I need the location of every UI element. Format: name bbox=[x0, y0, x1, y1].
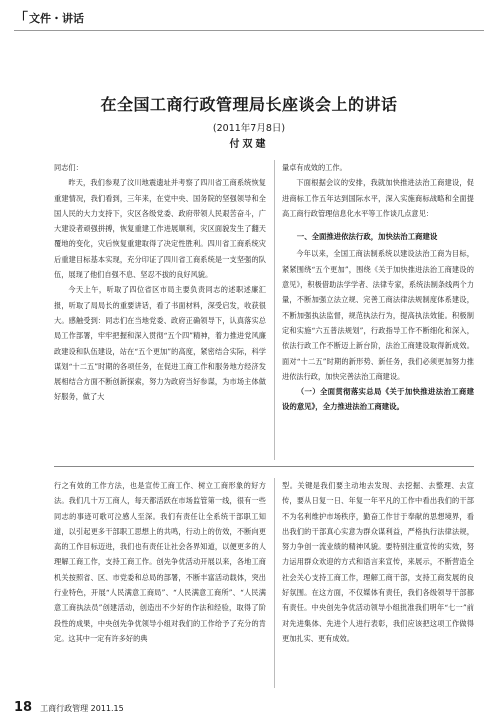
paragraph: 行之有效的工作方法，也是宣传工商工作、树立工商形象的好方法。我们几十万工商人，每天都活跃在市场监管第一线，很有一些同志的事迹可歌可泣感人至深。我们有责任让全系统干部职工知道，以引起更多干部职工思想上的共鸣，行动上的仿效，不断向更高的工作目标迈进，我们也有责任让社会各界知道，以便更多的人理解工商工作，支持工商工作。创先争优活动开展以来，各地工商机关按照省、区、市党委和总局的部署，不断丰富活动载体，突出行业特色，开展“人民满意工商局”、“人民满意工商所”、“人民满意工商执法员”创建活动，创造出不少好的作法和经验，取得了阶段性的成果，中央创先争优领导小组对我们的工作给予了充分的肯定。这其中一定有许多好的典 bbox=[54, 481, 266, 643]
journal-name: 工商行政管理 2011.15 bbox=[40, 704, 124, 713]
section-tag bbox=[14, 9, 84, 27]
paragraph: 今天上午，听取了四位省区市局主要负责同志的述职述廉汇报，听取了局局长的重要讲话，看了书面材料，深受启发，收获很大。感触受到：同志们在当地党委、政府正确领导下，认真落实总局工作部署，牢牢把握和深入贯彻“五个四”精神，着力推进党风廉政建设和队伍建设，站在“五个更加”的高度，紧密结合实际，科学谋划“十二五”时期的各项任务，在促进工商工作和服务地方经济发展相结合方面不断创新探索，努力为政府当好参谋，为市场主体做好服务，做了大 bbox=[54, 285, 266, 402]
body-column-top-left bbox=[54, 160, 266, 460]
article-date: (2011年7月8日) bbox=[212, 123, 286, 134]
paragraph: 昨天，我们参观了汶川地震遗址并考察了四川省工商系统恢复重建情况，我们看到，三年来，在党中央、国务院的坚强领导和全国人民的大力支持下，灾区各级党委、政府带领人民艰苦奋斗，广大建设者顽强拼搏，恢复重建工作进展顺利，灾区面貌发生了翻天覆地的变化，灾后恢复重建取得了决定性胜利。四川省工商系统灾后重建目标基本实现，充分印证了四川省工商系统是一支坚强的队伍，展现了他们自强不息、坚忍不拔的良好风貌。 bbox=[54, 178, 266, 280]
top-rule bbox=[14, 30, 484, 31]
column-rule bbox=[274, 478, 275, 688]
section-tag-label: 文件・讲话 bbox=[29, 12, 84, 25]
column-rule bbox=[274, 160, 275, 460]
section-heading: 一、全面推进依法行政，加快法治工商建设 bbox=[296, 232, 438, 242]
greeting: 同志们： bbox=[54, 163, 83, 172]
body-column-top-right bbox=[282, 160, 474, 460]
section-divider bbox=[54, 466, 474, 467]
section-subheading: （一）全面贯彻落实总局《关于加快推进法治工商建设的意见》，全力推进法治工商建设。 bbox=[282, 387, 474, 412]
article-title: 在全国工商行政管理局长座谈会上的讲话 bbox=[100, 95, 398, 114]
body-column-bottom-right bbox=[282, 478, 474, 688]
body-column-bottom-left bbox=[54, 478, 266, 688]
article-author: 付双建 bbox=[229, 139, 269, 150]
paragraph: 今年以来，全国工商法制系统以建设法治工商为目标，紧紧围绕“五个更加”，围绕《关于加快推进法治工商建设的意见》，积极借助法学学者、法律专家，系统法制条线两个力量，不断加强立法立规、完善工商法律法规制度体系建设，不断加强执法监督，规范执法行为，提高执法效能。积极制定和实施“六五普法规划”，行政指导工作不断细化和深入，依法行政工作不断迈上新台阶，法治工商建设取得新成效。面对“十二五”时期的新形势、新任务，我们必须更加努力推进依法行政，加快完善法治工商建设。 bbox=[282, 249, 474, 381]
section-tag-bracket: 「 bbox=[14, 11, 28, 27]
paragraph: 下面根据会议的安排，我就加快推进法治工商建设，促进商标工作五年达到国际水平，深入实施商标战略和全面提高工商行政管理信息化水平等工作谈几点意见： bbox=[282, 178, 474, 218]
paragraph: 量卓有成效的工作。 bbox=[282, 163, 347, 172]
page-number: 18 bbox=[14, 700, 33, 715]
paragraph: 型。关键是我们要主动地去发现、去挖掘、去整理、去宣传，要从日复一日、年复一年平凡的工作中看出我们的干部不为名利维护市场秩序，勤奋工作甘于奉献的思想境界，看出我们的干部真心实意为群众谋利益，严格执行法律法规，努力争创一流业绩的精神风貌。要特别注重宣传的实效，努力运用群众欢迎的方式和语言来宣传，来展示，不断营造全社会关心支持工商工作，理解工商干部，支持工商发展的良好氛围。在这方面，不仅媒体有责任，我们各级领导干部都有责任。中央创先争优活动领导小组批准我们明年“七一”前对先进集体、先进个人进行表彰，我们应该把这项工作做得更加扎实、更有成效。 bbox=[282, 481, 474, 643]
page-footer bbox=[14, 700, 124, 715]
